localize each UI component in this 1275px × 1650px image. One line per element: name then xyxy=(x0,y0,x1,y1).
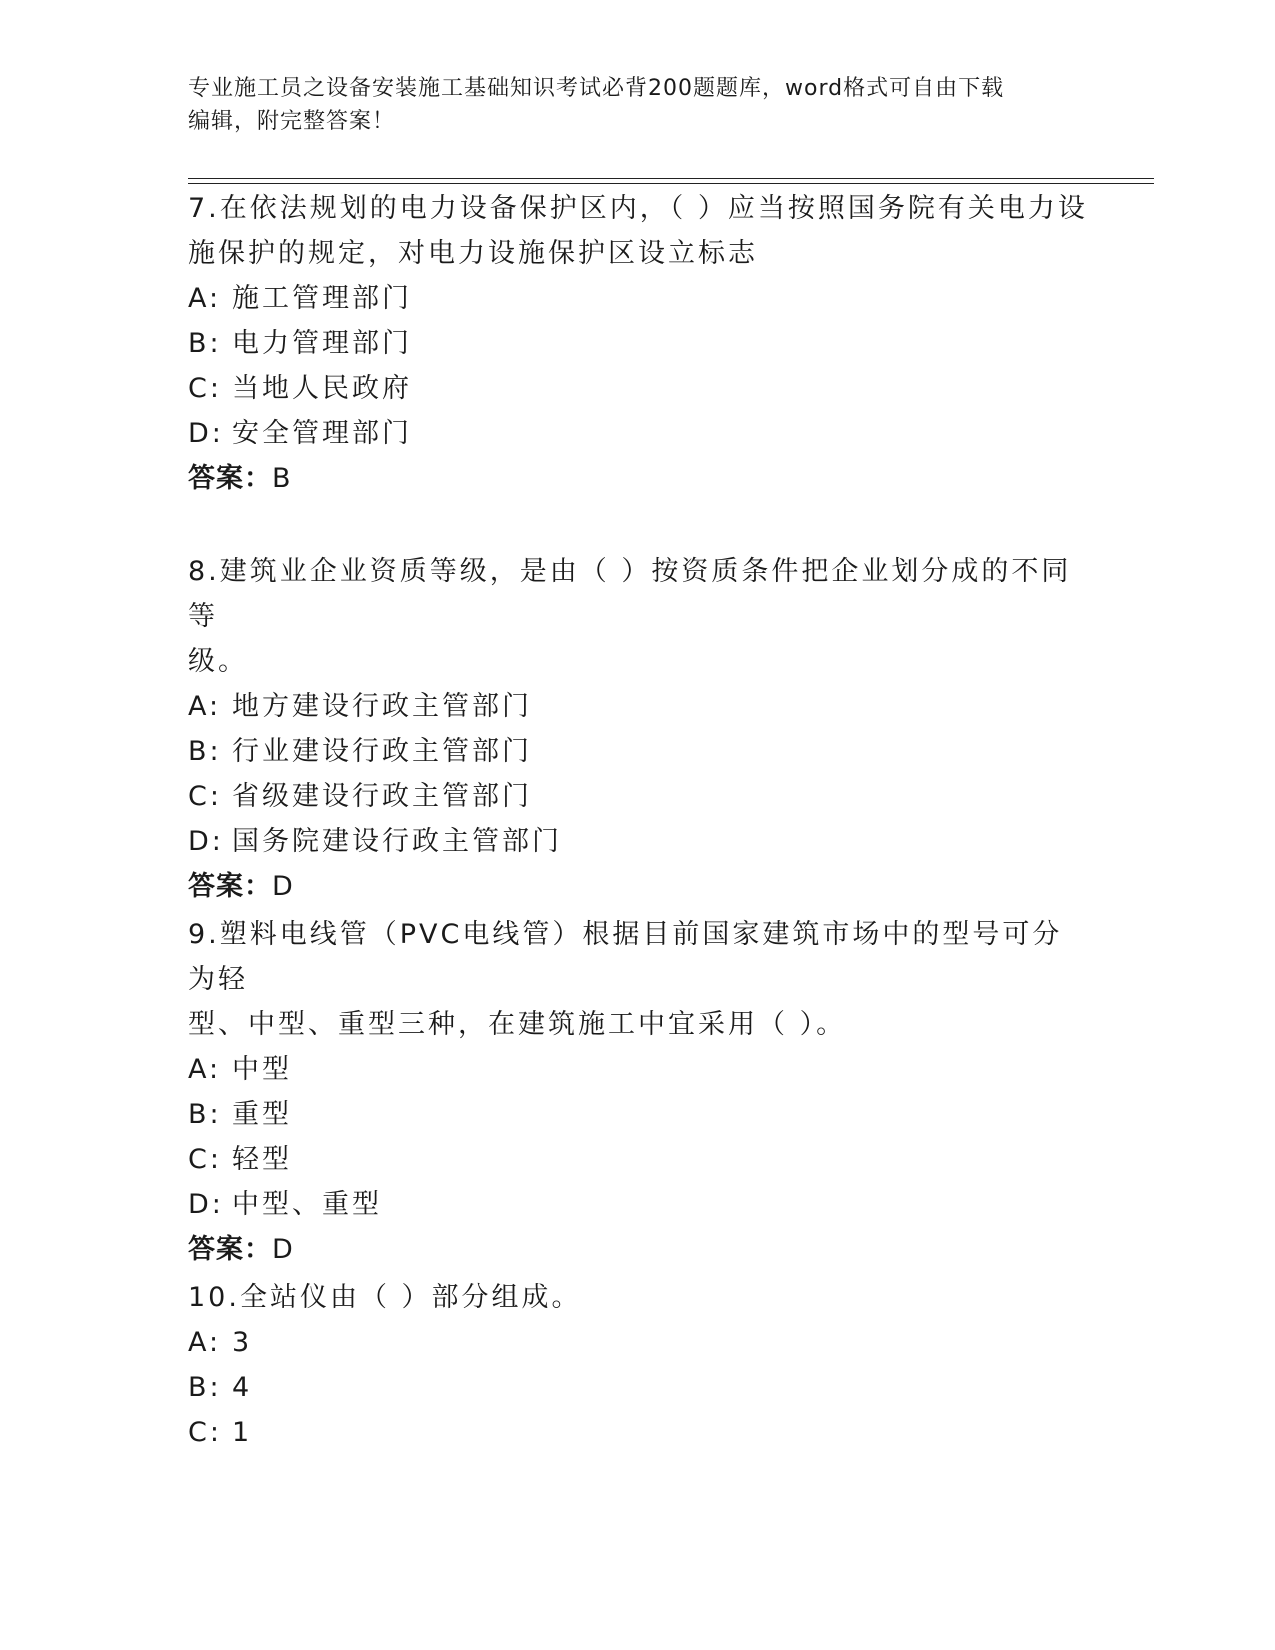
answer-label: 答案： xyxy=(188,1234,272,1265)
option-text: 安全管理部门 xyxy=(232,418,412,449)
answer-line xyxy=(188,1227,1088,1272)
option-key: B: xyxy=(188,736,222,767)
question-10 xyxy=(188,1275,1088,1455)
option-a xyxy=(188,1047,1088,1092)
option-text: 省级建设行政主管部门 xyxy=(232,781,532,812)
answer-value: D xyxy=(272,1234,294,1265)
option-d xyxy=(188,411,1088,456)
option-text: 国务院建设行政主管部门 xyxy=(232,826,562,857)
option-key: D: xyxy=(188,418,224,449)
option-key: A: xyxy=(188,283,222,314)
question-stem-line: 级。 xyxy=(188,646,248,677)
question-stem-line: 8.建筑业企业资质等级，是由（ ）按资质条件把企业划分成的不同等 xyxy=(188,556,1072,632)
question-stem-line: 型、中型、重型三种，在建筑施工中宜采用（ ）。 xyxy=(188,1009,847,1040)
question-stem xyxy=(188,549,1088,684)
option-key: B: xyxy=(188,1099,222,1130)
option-key: C: xyxy=(188,781,222,812)
answer-value: B xyxy=(272,463,292,494)
option-c xyxy=(188,774,1088,819)
question-stem-line: 9.塑料电线管（PVC电线管）根据目前国家建筑市场中的型号可分为轻 xyxy=(188,919,1063,995)
option-a xyxy=(188,684,1088,729)
option-text: 3 xyxy=(232,1327,253,1358)
option-text: 中型、重型 xyxy=(232,1189,382,1220)
option-a xyxy=(188,276,1088,321)
option-key: B: xyxy=(188,328,222,359)
question-9 xyxy=(188,912,1088,1272)
answer-label: 答案： xyxy=(188,871,272,902)
option-text: 4 xyxy=(232,1372,253,1403)
option-key: A: xyxy=(188,1054,222,1085)
header-line-2: 编辑，附完整答案！ xyxy=(188,109,396,134)
option-text: 重型 xyxy=(232,1099,292,1130)
option-key: C: xyxy=(188,1417,222,1448)
option-key: B: xyxy=(188,1372,222,1403)
option-b xyxy=(188,729,1088,774)
option-b xyxy=(188,1092,1088,1137)
answer-value: D xyxy=(272,871,294,902)
option-key: D: xyxy=(188,1189,224,1220)
option-text: 行业建设行政主管部门 xyxy=(232,736,532,767)
option-a xyxy=(188,1320,1088,1365)
header-divider-bottom xyxy=(188,183,1154,184)
option-key: C: xyxy=(188,373,222,404)
option-key: D: xyxy=(188,826,224,857)
question-stem-line: 7.在依法规划的电力设备保护区内，（ ）应当按照国务院有关电力设 xyxy=(188,193,1088,224)
option-text: 1 xyxy=(232,1417,253,1448)
option-text: 电力管理部门 xyxy=(232,328,412,359)
option-text: 中型 xyxy=(232,1054,292,1085)
document-header xyxy=(188,72,1088,138)
header-line-1: 专业施工员之设备安装施工基础知识考试必背200题题库，word格式可自由下载 xyxy=(188,76,1005,101)
option-c xyxy=(188,1137,1088,1182)
option-c xyxy=(188,366,1088,411)
option-text: 轻型 xyxy=(232,1144,292,1175)
option-d xyxy=(188,819,1088,864)
option-text: 地方建设行政主管部门 xyxy=(232,691,532,722)
question-stem xyxy=(188,186,1088,276)
question-7 xyxy=(188,186,1088,501)
option-key: C: xyxy=(188,1144,222,1175)
answer-line xyxy=(188,864,1088,909)
option-b xyxy=(188,321,1088,366)
answer-label: 答案： xyxy=(188,463,272,494)
option-key: A: xyxy=(188,691,222,722)
question-stem-line: 10.全站仪由（ ）部分组成。 xyxy=(188,1282,582,1313)
question-stem-line: 施保护的规定，对电力设施保护区设立标志 xyxy=(188,238,758,269)
option-text: 施工管理部门 xyxy=(232,283,412,314)
header-divider-top xyxy=(188,178,1154,179)
answer-line xyxy=(188,456,1088,501)
option-key: A: xyxy=(188,1327,222,1358)
option-text: 当地人民政府 xyxy=(232,373,412,404)
question-8 xyxy=(188,549,1088,909)
question-stem xyxy=(188,1275,1088,1320)
option-d xyxy=(188,1182,1088,1227)
option-c xyxy=(188,1410,1088,1455)
option-b xyxy=(188,1365,1088,1410)
question-stem xyxy=(188,912,1088,1047)
